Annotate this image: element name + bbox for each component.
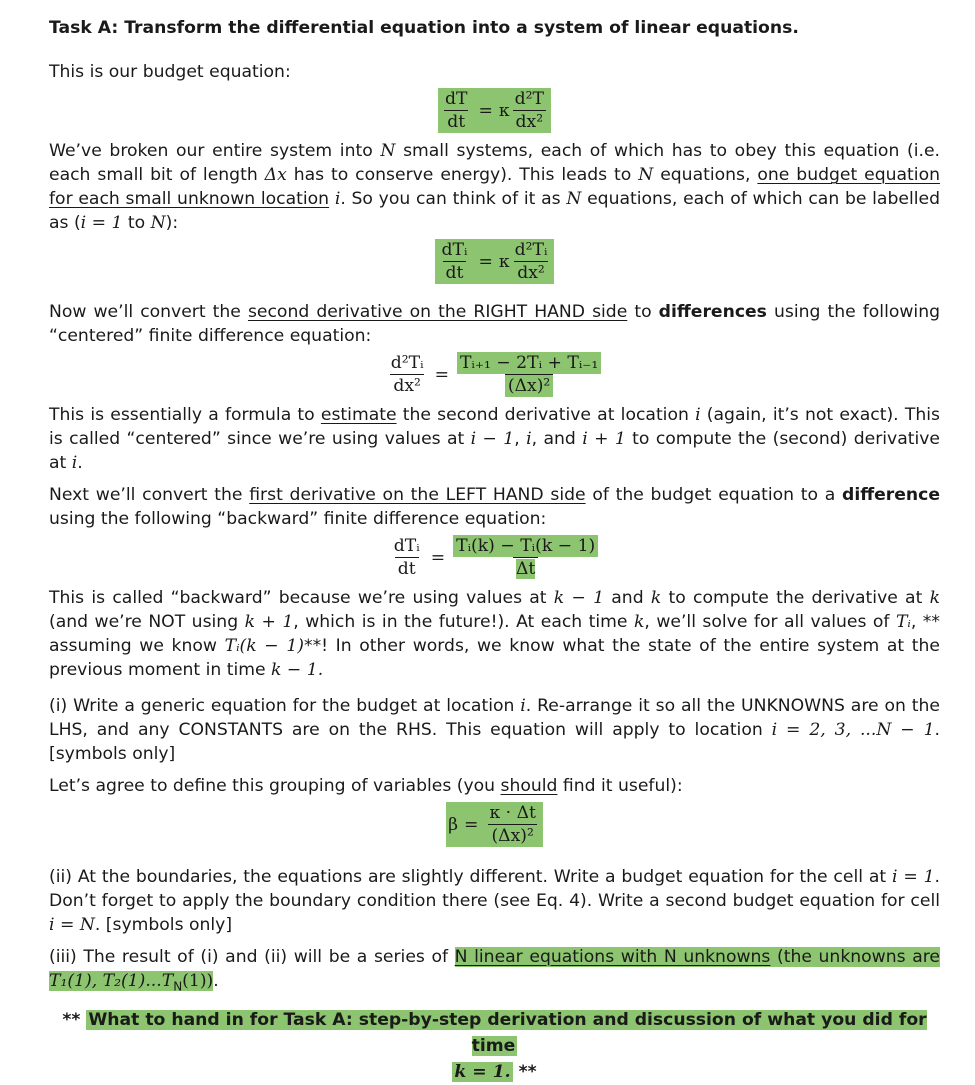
- fraction-denominator: dx²: [514, 261, 548, 284]
- underlined-text: N linear equations with N unknowns: [454, 947, 771, 967]
- text: (i) Write a generic equation for the budget at location: [49, 696, 521, 716]
- var-i: i: [695, 405, 701, 425]
- bold-text: differences: [658, 302, 767, 322]
- var-k-eq-1: k = 1.: [454, 1062, 511, 1082]
- var-Ti: Tᵢ: [895, 612, 911, 632]
- text: to compute the derivative at: [661, 588, 930, 608]
- text: and: [604, 588, 651, 608]
- var-i-eq-1: i = 1: [80, 213, 123, 233]
- hand-in-instruction: [49, 1007, 940, 1085]
- fraction-denominator: dt: [395, 557, 419, 580]
- convert-second-derivative-paragraph: [49, 300, 940, 348]
- text: using the following “backward” finite difference equation:: [49, 509, 547, 529]
- d2Ti-dx2-fraction: [388, 352, 427, 397]
- underlined-text: one budget equation for each small unknown location: [49, 165, 940, 209]
- hand-in-highlight-k: [452, 1062, 512, 1082]
- text: Now we’ll convert the: [49, 302, 248, 322]
- text: We’ve broken our entire system into: [49, 141, 381, 161]
- stars: **: [62, 1010, 81, 1030]
- d2T-dx2-fraction: [512, 88, 547, 133]
- text: of the budget equation to a: [585, 485, 843, 505]
- var-N: N: [638, 165, 654, 185]
- var-i: i: [334, 189, 341, 209]
- backward-difference-equation: [49, 535, 940, 580]
- kappa-symbol: κ: [498, 100, 510, 121]
- underlined-text: first derivative on the LEFT HAND side: [249, 485, 586, 505]
- subscript-N: N: [173, 979, 183, 994]
- fraction-denominator: dx²: [513, 110, 547, 133]
- text: to compute the (second) derivative at: [49, 429, 941, 473]
- backward-fraction: [453, 535, 598, 580]
- var-dx: Δx: [264, 165, 287, 185]
- agree-paragraph: [49, 774, 940, 798]
- text: Next we’ll convert the: [49, 485, 250, 505]
- text: (1)): [182, 971, 214, 991]
- text: , ** assuming we know: [49, 612, 940, 656]
- fraction-numerator: Tᵢ(k) − Tᵢ(k − 1): [453, 535, 598, 557]
- text: Let’s agree to define this grouping of variables (you: [49, 776, 501, 796]
- part-ii-paragraph: [49, 865, 940, 937]
- beta-fraction: [486, 802, 538, 847]
- underlined-text: should: [500, 776, 558, 796]
- text: (the unknowns are: [770, 947, 941, 967]
- beta-equation-highlight: [446, 802, 543, 847]
- var-i-range: i = 2, 3, ...N − 1: [771, 720, 935, 740]
- intro-text: This is our budget equation:: [49, 62, 291, 82]
- var-k: k: [633, 612, 645, 632]
- text: equations, each of which can be labelled as (: [49, 189, 940, 233]
- beta-symbol: β: [448, 814, 459, 835]
- fraction-numerator: κ · Δt: [489, 803, 536, 823]
- fraction-numerator: Tᵢ₊₁ − 2Tᵢ + Tᵢ₋₁: [457, 352, 601, 374]
- text: **! In other words, we know what the state of the entire system at the previous moment in time: [49, 636, 940, 680]
- var-i-plus-1: i + 1: [582, 429, 626, 449]
- var-k-minus-1: k − 1.: [271, 660, 324, 680]
- next-first-derivative-paragraph: [49, 483, 940, 531]
- var-k: k: [650, 588, 662, 608]
- indexed-equation-highlight: [435, 239, 555, 284]
- text: to: [627, 302, 659, 322]
- var-N: N: [380, 141, 396, 161]
- var-i: i: [526, 429, 532, 449]
- beta-definition-equation: [49, 802, 940, 847]
- underlined-text: estimate: [320, 405, 397, 425]
- text: find it useful):: [557, 776, 683, 796]
- document-page: [49, 16, 940, 1085]
- fraction-denominator: (Δx)²: [488, 824, 536, 847]
- bold-text: difference: [842, 485, 941, 505]
- text: This is called “backward” because we’re using values at: [49, 588, 554, 608]
- var-i-eq-1: i = 1: [891, 867, 935, 887]
- unknowns-list: T₁(1), T₂(1)...T: [49, 971, 174, 991]
- text: has to conserve energy). This leads to: [286, 165, 639, 185]
- dTi-dt-fraction: [439, 239, 471, 284]
- fraction-denominator: dt: [444, 110, 468, 133]
- part-i-paragraph: [49, 694, 940, 766]
- equals-sign: =: [434, 364, 449, 385]
- var-N: N: [566, 189, 582, 209]
- text: . [symbols only]: [49, 720, 940, 764]
- var-k-plus-1: k + 1: [244, 612, 294, 632]
- fraction-numerator: dTᵢ: [393, 536, 420, 556]
- text: (again, it’s not exact). This is called “centered” since we’re using values at: [49, 405, 940, 449]
- var-k-minus-1: k − 1: [553, 588, 605, 608]
- var-i-minus-1: i − 1: [470, 429, 515, 449]
- d2Ti-dx2-fraction: [512, 239, 551, 284]
- text: ):: [165, 213, 179, 233]
- task-title: Task A: Transform the differential equation into a system of linear equations.: [49, 18, 799, 38]
- text: . So you can think of it as: [340, 189, 567, 209]
- var-Ti-k-minus-1: Tᵢ(k − 1): [224, 636, 304, 656]
- underlined-text: second derivative on the RIGHT HAND side: [247, 302, 628, 322]
- centered-difference-equation: [49, 352, 940, 397]
- text: using the following “centered” finite difference equation:: [49, 302, 940, 346]
- text: (and we’re NOT using: [49, 612, 245, 632]
- text: , we’ll solve for all values of: [644, 612, 896, 632]
- var-i: i: [71, 453, 78, 473]
- equals-sign: =: [478, 100, 493, 121]
- fraction-numerator: dT: [445, 89, 468, 109]
- part-iii-paragraph: [49, 945, 940, 993]
- dt-highlight: Δt: [516, 559, 536, 579]
- text: . [symbols only]: [94, 915, 233, 935]
- equals-sign: =: [430, 547, 446, 568]
- text: . Don’t forget to apply the boundary condition there (see Eq. 4). Write a second budget equation for cell: [49, 867, 940, 911]
- fraction-numerator: d²Tᵢ: [514, 240, 548, 260]
- fraction-numerator: d²Tᵢ: [390, 353, 424, 373]
- fraction-denominator: dx²: [390, 374, 424, 397]
- fraction-denominator: dt: [443, 261, 467, 284]
- fraction-denominator: (Δx)²: [505, 374, 553, 397]
- var-i-eq-N: i = N: [49, 915, 95, 935]
- backward-explanation-paragraph: [49, 586, 940, 682]
- text: small systems, each of which has to obey this equation (i.e. each small bit of length: [49, 141, 940, 185]
- equals-sign: =: [478, 251, 493, 272]
- text: , and: [531, 429, 583, 449]
- fraction-denominator: [513, 557, 538, 580]
- fraction-numerator: dTᵢ: [441, 240, 468, 260]
- kappa-symbol: κ: [498, 251, 510, 272]
- text: This is essentially a formula to: [49, 405, 321, 425]
- var-i: i: [520, 696, 526, 716]
- text: to: [122, 213, 151, 233]
- text: (iii) The result of (i) and (ii) will be a series of: [49, 947, 455, 967]
- text: , which is in the future!). At each time: [293, 612, 634, 632]
- indexed-budget-equation: [49, 239, 940, 284]
- text: ,: [514, 429, 527, 449]
- var-N: N: [150, 213, 166, 233]
- equals-sign: =: [464, 814, 479, 835]
- dTi-dt-fraction: [391, 535, 423, 580]
- var-k: k: [929, 588, 940, 608]
- text: . Re-arrange it so all the UNKNOWNS are on the LHS, and any CONSTANTS are on the RHS. This equation will apply to location: [49, 696, 940, 740]
- text: the second derivative at location: [396, 405, 696, 425]
- dT-dt-fraction: [442, 88, 470, 133]
- text: .: [213, 971, 219, 991]
- stars: **: [518, 1062, 537, 1082]
- text: (ii) At the boundaries, the equations are slightly different. Write a budget equation for the cell at: [49, 867, 892, 887]
- essentially-paragraph: This is essentially a formula to estimate the second derivative at location i (again, it’s not exact). This is called “centered” since we’re using values at i − 1, i, and i + 1 to compute the (second) derivative at i.: [49, 405, 941, 473]
- fraction-numerator: d²T: [514, 89, 544, 109]
- budget-equation-highlight: [438, 88, 551, 133]
- text: equations,: [653, 165, 758, 185]
- centered-fraction: [457, 352, 601, 397]
- broken-system-paragraph: [49, 139, 940, 235]
- hand-in-highlight: What to hand in for Task A: step-by-step derivation and discussion of what you did for time: [88, 1010, 927, 1056]
- budget-equation: [49, 88, 940, 133]
